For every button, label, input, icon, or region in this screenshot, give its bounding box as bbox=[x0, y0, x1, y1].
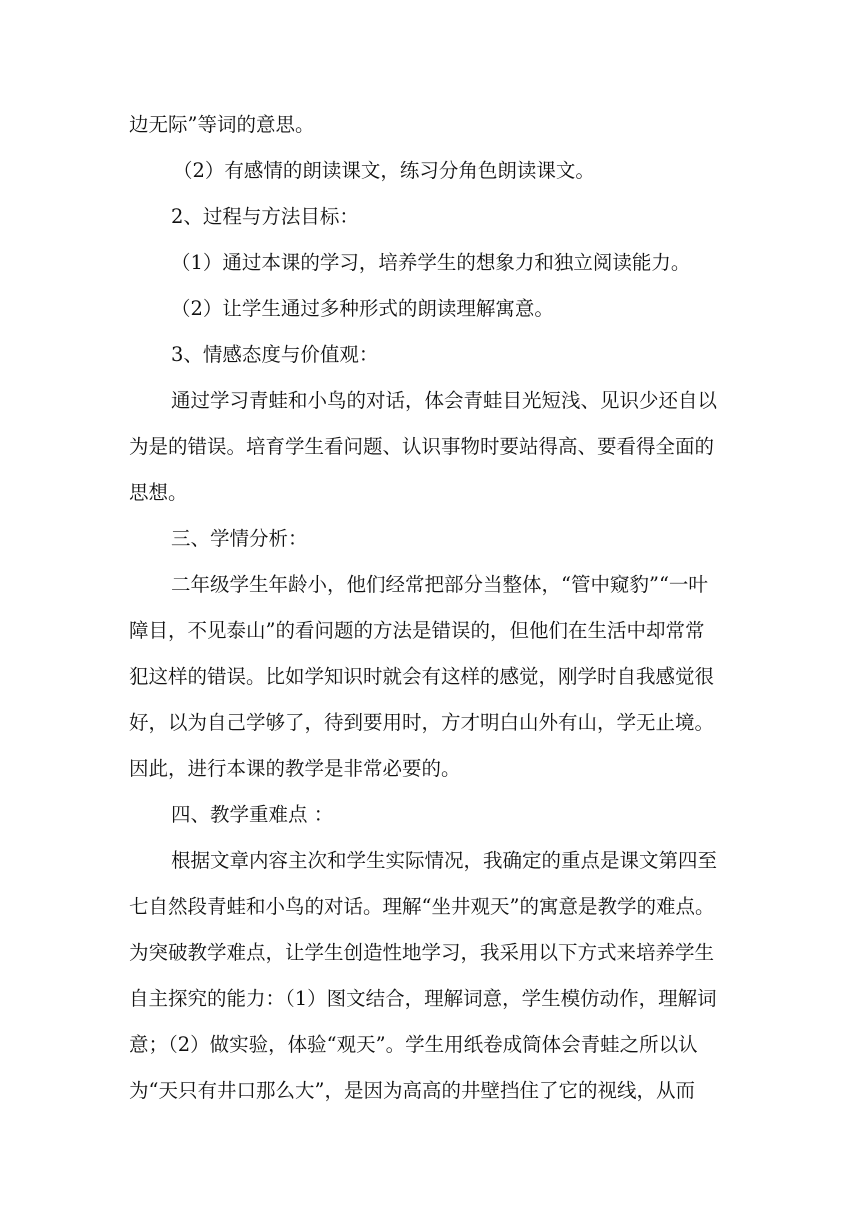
text-line-objective-2-2: （2）让学生通过多种形式的朗读理解寓意。 bbox=[171, 297, 554, 320]
text-line-paragraph: 七自然段青蛙和小鸟的对话。理解“坐井观天”的寓意是教学的难点。 bbox=[129, 895, 715, 918]
text-line-paragraph: 因此，进行本课的教学是非常必要的。 bbox=[129, 757, 461, 780]
text-line-paragraph: 为是的错误。培育学生看问题、认识事物时要站得高、要看得全面的 bbox=[129, 435, 715, 458]
text-line-heading-key-points: 四、教学重难点 ： bbox=[171, 803, 334, 826]
text-line-paragraph: 二年级学生年龄小，他们经常把部分当整体，“管中窥豹”“一叶 bbox=[171, 573, 708, 596]
text-line-objective-1-2: （2）有感情的朗读课文，练习分角色朗读课文。 bbox=[173, 159, 595, 182]
text-line-paragraph: 自主探究的能力：（1）图文结合，理解词意，学生模仿动作，理解词 bbox=[129, 987, 717, 1010]
text-line-continuation: 边无际”等词的意思。 bbox=[129, 113, 315, 136]
text-line-paragraph: 思想。 bbox=[129, 481, 188, 504]
text-line-paragraph: 好，以为自己学够了，待到要用时，方才明白山外有山，学无止境。 bbox=[129, 711, 715, 734]
text-line-paragraph: 通过学习青蛙和小鸟的对话，体会青蛙目光短浅、见识少还自以 bbox=[171, 389, 718, 412]
body-text bbox=[129, 102, 733, 1114]
text-line-paragraph: 根据文章内容主次和学生实际情况，我确定的重点是课文第四至 bbox=[171, 849, 718, 872]
text-line-paragraph: 意；（2）做实验，体验“观天”。学生用纸卷成筒体会青蛙之所以认 bbox=[129, 1033, 698, 1056]
text-line-paragraph: 障目，不见泰山”的看问题的方法是错误的，但他们在生活中却常常 bbox=[129, 619, 705, 642]
text-line-heading-student-analysis: 三、学情分析： bbox=[171, 527, 308, 550]
text-line-paragraph: 为突破教学难点，让学生创造性地学习，我采用以下方式来培养学生 bbox=[129, 941, 715, 964]
text-line-paragraph: 为“天只有井口那么大”，是因为高高的井壁挡住了它的视线，从而 bbox=[129, 1079, 695, 1102]
text-line-heading-emotion-values: 3、情感态度与价值观： bbox=[171, 343, 379, 366]
text-line-objective-2-1: （1）通过本课的学习，培养学生的想象力和独立阅读能力。 bbox=[171, 251, 691, 274]
text-line-heading-process-method: 2、过程与方法目标： bbox=[171, 205, 359, 228]
text-line-paragraph: 犯这样的错误。比如学知识时就会有这样的感觉，刚学时自我感觉很 bbox=[129, 665, 715, 688]
